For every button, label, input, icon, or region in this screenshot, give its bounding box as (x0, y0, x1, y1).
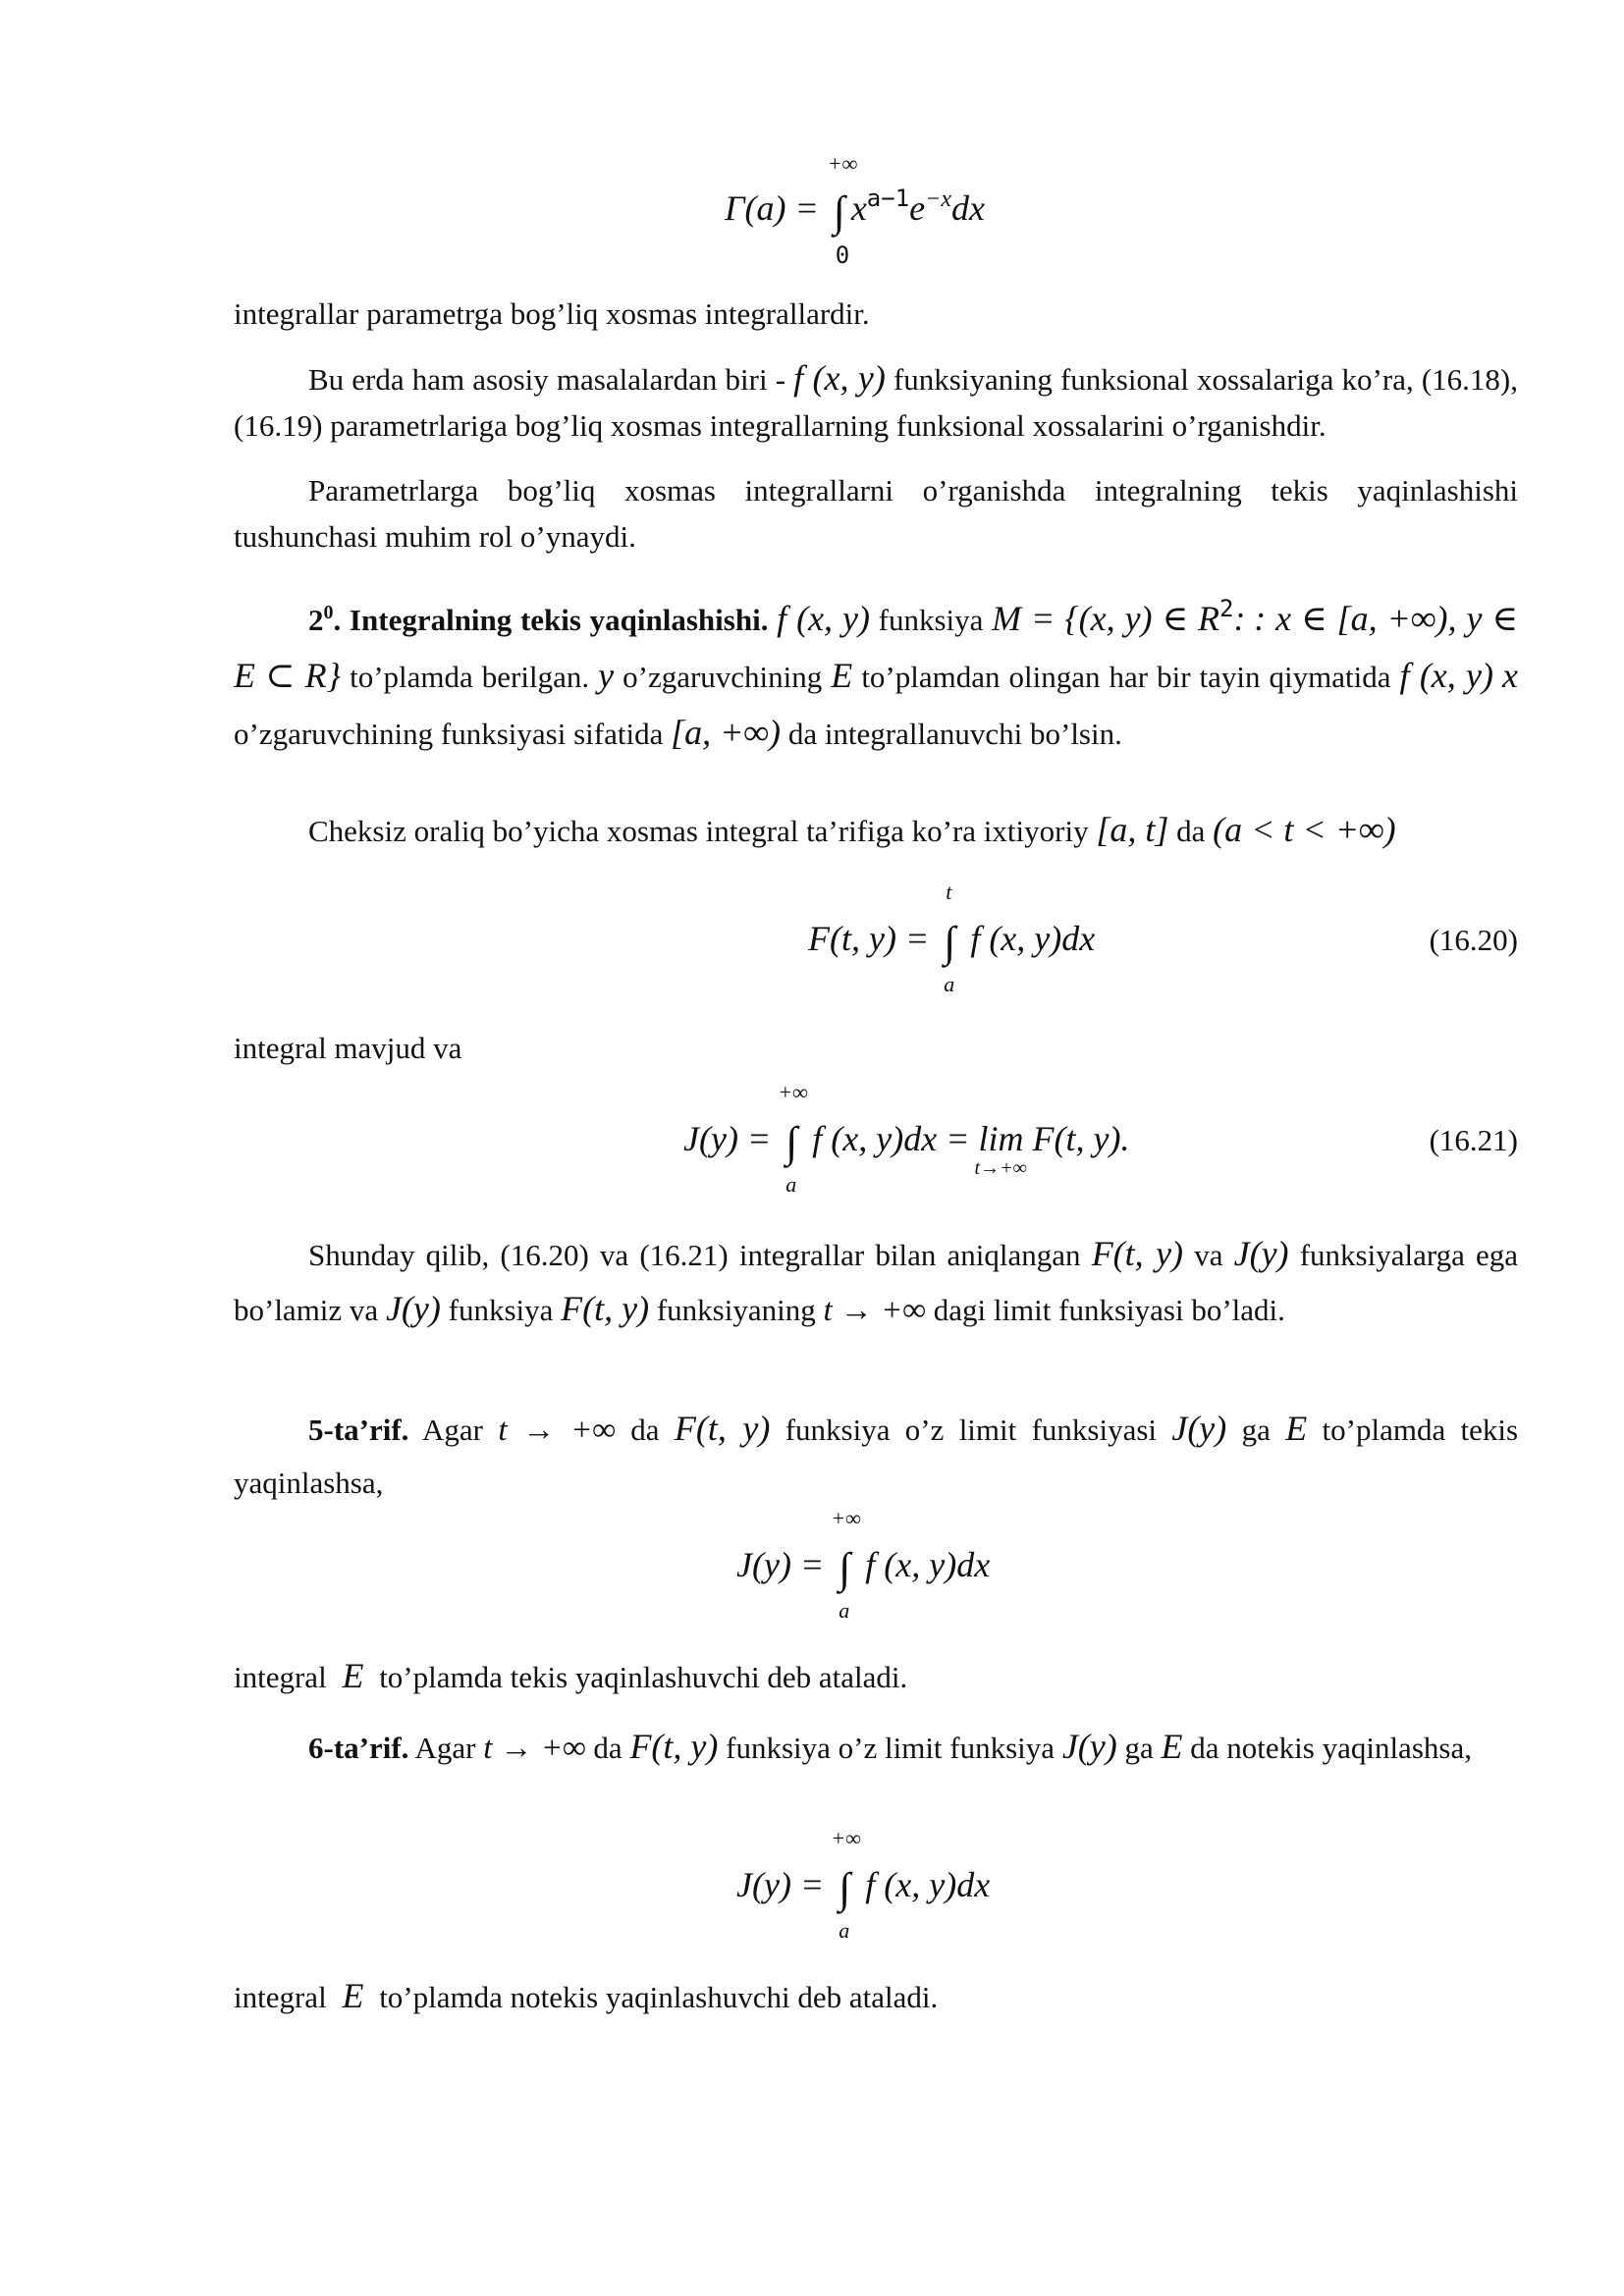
p10-func-f: F(t, y) (629, 1727, 719, 1766)
integral-sign: ∫ +∞ a (831, 1506, 861, 1623)
integrand-base: x (850, 188, 867, 228)
p7-func-j-2: J(y) (385, 1289, 441, 1328)
p11-text-b: to’plamda notekis yaqinlashuvchi deb ataladi. (379, 1980, 939, 2014)
integral-upper-limit: +∞ (831, 1826, 861, 1850)
p2-text-a: Bu erda ham asosiy masalalardan biri - (308, 362, 786, 397)
paragraph-4 (234, 581, 1518, 762)
p5-text-a: Cheksiz oraliq bo’yicha xosmas integral ta’rifiga ko’ra ixtiyoriy (308, 814, 1089, 848)
integrand: f (x, y)dx (865, 1545, 991, 1584)
integral-lower-limit: 0 (835, 241, 850, 269)
lim-subscript: t→+∞ (974, 1157, 1027, 1179)
integral-upper-limit: +∞ (831, 1506, 861, 1530)
equation-definition-5 (234, 1506, 1518, 1626)
integral-sign: ∫ +∞ 0 (827, 151, 858, 269)
equation-lhs: J(y) = (683, 1119, 772, 1158)
p2-text-b: funksiyaning funksional xossalariga ko’ra, (16.18), (16.19) parametrlariga bog’liq xosmas integrallarning funksional xossalarini o’rganishdir. (234, 362, 1518, 443)
equation-16-20 (234, 880, 1518, 999)
p11-text-a: integral (234, 1980, 327, 2014)
p10-limit: t → +∞ (483, 1731, 586, 1766)
p5-condition: (a < t < +∞) (1213, 810, 1396, 849)
p4-var-y: y (598, 656, 615, 695)
p11-set-e: E (342, 1976, 364, 2015)
p4-function: f (x, y) (777, 599, 870, 638)
section-heading (308, 603, 768, 637)
definition-5-label: 5-ta’rif. (308, 1413, 409, 1447)
p7-text-b: va (1194, 1238, 1223, 1272)
p10-text-a: Agar (414, 1731, 476, 1765)
paragraph-7 (234, 1227, 1518, 1337)
equation-number: (16.20) (1429, 923, 1518, 957)
integral-sign: ∫ +∞ a (778, 1080, 808, 1197)
set-definition (992, 595, 1246, 638)
p9-text-b: to’plamda tekis yaqinlashuvchi deb ataladi. (379, 1660, 908, 1694)
p8-text-b: da (630, 1413, 660, 1447)
limit-operator (974, 1118, 1027, 1179)
equation-gamma (234, 151, 1518, 269)
heading-text: . Integralning tekis yaqinlashishi. (333, 603, 769, 637)
differential: dx (951, 188, 985, 228)
paragraph-8 (234, 1402, 1518, 1510)
set-condition: : x ∈ [a, +∞), y ∈ E ⊂ R} (234, 599, 1519, 695)
equation-lhs: F(t, y) = (808, 919, 930, 958)
p7-func-f: F(t, y) (1091, 1234, 1184, 1273)
p7-text-f: dagi limit funksiyasi bo’ladi. (933, 1293, 1285, 1327)
p8-func-f: F(t, y) (674, 1409, 771, 1448)
document-page (234, 0, 1518, 2296)
p8-text-d: ga (1241, 1413, 1271, 1447)
paragraph-3: Parametrlarga bog’liq xosmas integrallarni o’rganishda integralning tekis yaqinlashishi tushunchasi muhim rol o’ynaydi. (234, 473, 1518, 554)
p2-function: f (x, y) (793, 358, 886, 398)
equation-lhs: J(y) = (736, 1865, 825, 1904)
p8-text-a: Agar (422, 1413, 484, 1447)
equation-definition-6 (234, 1826, 1518, 1946)
integral-lower-limit: a (944, 972, 955, 996)
heading-number: 2 (308, 603, 324, 637)
paragraph-10 (234, 1720, 1518, 1775)
p4-function-2: f (x, y) (1399, 656, 1494, 695)
p10-text-d: ga (1124, 1731, 1154, 1765)
p5-text-b: da (1176, 814, 1206, 848)
p4-text-1: funksiya (878, 603, 984, 637)
set-tail: : (1233, 599, 1246, 638)
integrand: f (x, y)dx (865, 1865, 991, 1904)
set-exponent: 2 (1219, 595, 1234, 622)
integral-lower-limit: a (839, 1918, 850, 1943)
paragraph-5 (234, 807, 1518, 854)
paragraph-9 (234, 1653, 1518, 1700)
p10-text-e: da notekis yaqinlashsa, (1190, 1731, 1472, 1765)
p7-func-j: J(y) (1233, 1234, 1289, 1273)
p4-set-e: E (831, 656, 853, 695)
p7-text-e: funksiyaning (656, 1293, 816, 1327)
paragraph-2 (234, 355, 1518, 449)
paragraph-6: integral mavjud va (234, 1031, 462, 1065)
integral-upper-limit: t (946, 880, 952, 904)
p10-set-e: E (1161, 1727, 1183, 1766)
integrand-exp-base: e (909, 188, 926, 228)
p8-limit: t → +∞ (498, 1413, 616, 1448)
p4-text-3: o’zgaruvchining (623, 660, 823, 694)
p4-text-4: to’plamdan olingan har bir tayin qiymatida (861, 660, 1391, 694)
p7-text-a: Shunday qilib, (16.20) va (16.21) integrallar bilan aniqlangan (308, 1238, 1081, 1272)
paragraph-1: integrallar parametrga bog’liq xosmas integrallardir. (234, 296, 870, 331)
p8-set-e: E (1285, 1409, 1308, 1448)
p4-var-x: x (1502, 656, 1519, 695)
integrand-exponent: a−1 (866, 185, 910, 212)
limit-expression: F(t, y). (1032, 1119, 1130, 1158)
integrand-exp-power: −x (925, 187, 951, 212)
p8-func-j: J(y) (1171, 1409, 1227, 1448)
integral-upper-limit: +∞ (778, 1080, 808, 1104)
p4-text-6: da integrallanuvchi bo’lsin. (787, 717, 1122, 751)
paragraph-11 (234, 1973, 1518, 2020)
lim-word: lim (978, 1119, 1024, 1158)
integral-upper-limit: +∞ (827, 151, 858, 176)
p7-text-c: funksiyalarga ega bo’lamiz va (234, 1238, 1519, 1327)
p7-text-d: funksiya (448, 1293, 554, 1327)
p10-func-j: J(y) (1061, 1727, 1117, 1766)
integrand: f (x, y)dx (970, 919, 1096, 958)
p9-text-a: integral (234, 1660, 327, 1694)
integrand: f (x, y)dx = (812, 1119, 970, 1158)
definition-6-label: 6-ta’rif. (308, 1731, 409, 1765)
p9-set-e: E (342, 1656, 364, 1695)
integral-lower-limit: a (839, 1598, 850, 1623)
p4-text-2: to’plamda berilgan. (350, 660, 590, 694)
integral-sign: ∫ +∞ a (831, 1826, 861, 1943)
integral-sign: ∫ t a (944, 880, 956, 996)
heading-superscript: 0 (323, 602, 334, 623)
set-m: M = {(x, y) ∈ R (992, 599, 1220, 638)
p8-text-e: to’plamda tekis yaqinlashsa, (234, 1413, 1519, 1500)
p4-text-5: o’zgaruvchining funksiyasi sifatida (234, 717, 664, 751)
equation-lhs: Γ(a) = (725, 188, 819, 228)
equation-lhs: J(y) = (736, 1545, 825, 1584)
p5-segment: [a, t] (1096, 810, 1169, 849)
integral-lower-limit: a (785, 1172, 797, 1197)
p7-func-f-2: F(t, y) (561, 1289, 650, 1328)
equation-16-21 (234, 1080, 1518, 1200)
p10-text-b: da (593, 1731, 623, 1765)
p8-text-c: funksiya o’z limit funksiyasi (785, 1413, 1158, 1447)
p10-text-c: funksiya o’z limit funksiya (726, 1731, 1056, 1765)
p7-limit: t → +∞ (823, 1293, 926, 1328)
equation-number: (16.21) (1429, 1123, 1518, 1157)
p4-interval: [a, +∞) (671, 713, 782, 752)
